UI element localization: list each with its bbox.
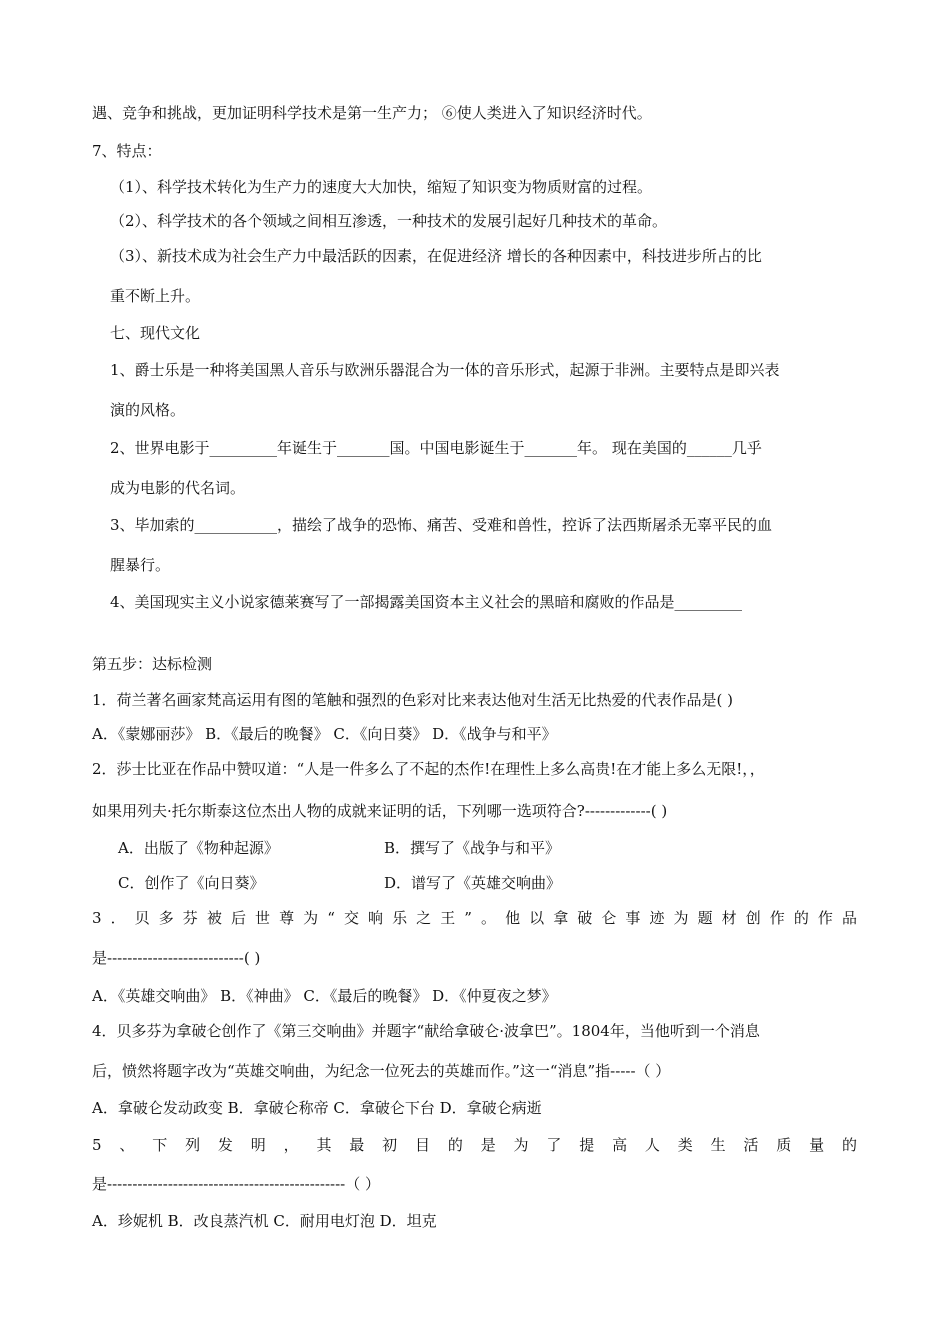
answer-options: A．《蒙娜丽莎》 B．《最后的晚餐》 C．《向日葵》 D．《战争与和平》 xyxy=(92,725,557,743)
section-heading: 7、特点： xyxy=(92,142,162,160)
list-item: （3）、新技术成为社会生产力中最活跃的因素，在促进经济 增长的各种因素中，科技进步所占的比 xyxy=(110,247,762,265)
question-text: 3．贝多芬被后世尊为“交响乐之王”。他以拿破仑事迹为题材创作的作品 xyxy=(92,909,857,927)
question-text: 5、下列发明，其最初目的是为了提高人类生活质量的 xyxy=(92,1136,857,1154)
text-line-content: 遇、竞争和挑战，更加证明科学技术是第一生产力； ⑥使人类进入了知识经济时代。 xyxy=(92,104,652,122)
fill-blank-question: 3、毕加索的___________，描绘了战争的恐怖、痛苦、受难和兽性，控诉了法西斯屠杀无辜平民的血 xyxy=(110,516,773,534)
question-text: 2．莎士比亚在作品中赞叹道：“人是一件多么了不起的杰作!在理性上多么高贵!在才能上多么无限!，， xyxy=(92,760,765,778)
question-text-continuation: 腥暴行。 xyxy=(110,556,171,574)
question-text: 1、爵士乐是一种将美国黑人音乐与欧洲乐器混合为一体的音乐形式，起源于非洲。主要特点是即兴表 xyxy=(110,361,780,379)
question-text: 4．贝多芬为拿破仑创作了《第三交响曲》并题字“献给拿破仑·波拿巴”。1804年，当他听到一个消息 xyxy=(92,1022,760,1040)
question-text: 1．荷兰著名画家梵高运用有图的笔触和强烈的色彩对比来表达他对生活无比热爱的代表作品是( ) xyxy=(92,691,734,709)
list-item-continuation: 重不断上升。 xyxy=(110,287,201,305)
answer-option-d: D．谱写了《英雄交响曲》 xyxy=(384,874,562,892)
question-text-continuation: 是---------------------------( ) xyxy=(92,949,261,967)
answer-options: A．拿破仑发动政变 B．拿破仑称帝 C．拿破仑下台 D．拿破仑病逝 xyxy=(92,1099,542,1117)
answer-option-a: A．出版了《物种起源》 xyxy=(118,839,279,857)
fill-blank-question: 4、美国现实主义小说家德莱赛写了一部揭露美国资本主义社会的黑暗和腐败的作品是_________ xyxy=(110,593,743,611)
section-heading: 七、现代文化 xyxy=(110,324,201,342)
fill-blank-question: 2、世界电影于_________年诞生于_______国。中国电影诞生于_______年。 现在美国的______几乎 xyxy=(110,439,762,457)
question-text-continuation: 后，愤然将题字改为“英雄交响曲，为纪念一位死去的英雄而作。”这一“消息”指-----（ ） xyxy=(92,1062,671,1080)
answer-options: A．珍妮机 B．改良蒸汽机 C．耐用电灯泡 D．坦克 xyxy=(92,1212,437,1230)
question-text-continuation: 演的风格。 xyxy=(110,401,186,419)
section-heading: 第五步：达标检测 xyxy=(92,655,213,673)
question-text-continuation: 是-----------------------------------------------（ ） xyxy=(92,1175,380,1193)
answer-option-c: C．创作了《向日葵》 xyxy=(118,874,265,892)
answer-options: A．《英雄交响曲》 B．《神曲》 C．《最后的晚餐》 D．《仲夏夜之梦》 xyxy=(92,987,557,1005)
question-text-continuation: 成为电影的代名词。 xyxy=(110,479,246,497)
list-item: （2）、科学技术的各个领域之间相互渗透，一种技术的发展引起好几种技术的革命。 xyxy=(110,212,668,230)
list-item: （1）、科学技术转化为生产力的速度大大加快，缩短了知识变为物质财富的过程。 xyxy=(110,178,653,196)
text-line xyxy=(92,103,852,123)
answer-option-b: B．撰写了《战争与和平》 xyxy=(384,839,561,857)
question-text-continuation: 如果用列夫·托尔斯泰这位杰出人物的成就来证明的话，下列哪一选项符合?-------------( ) xyxy=(92,802,668,820)
